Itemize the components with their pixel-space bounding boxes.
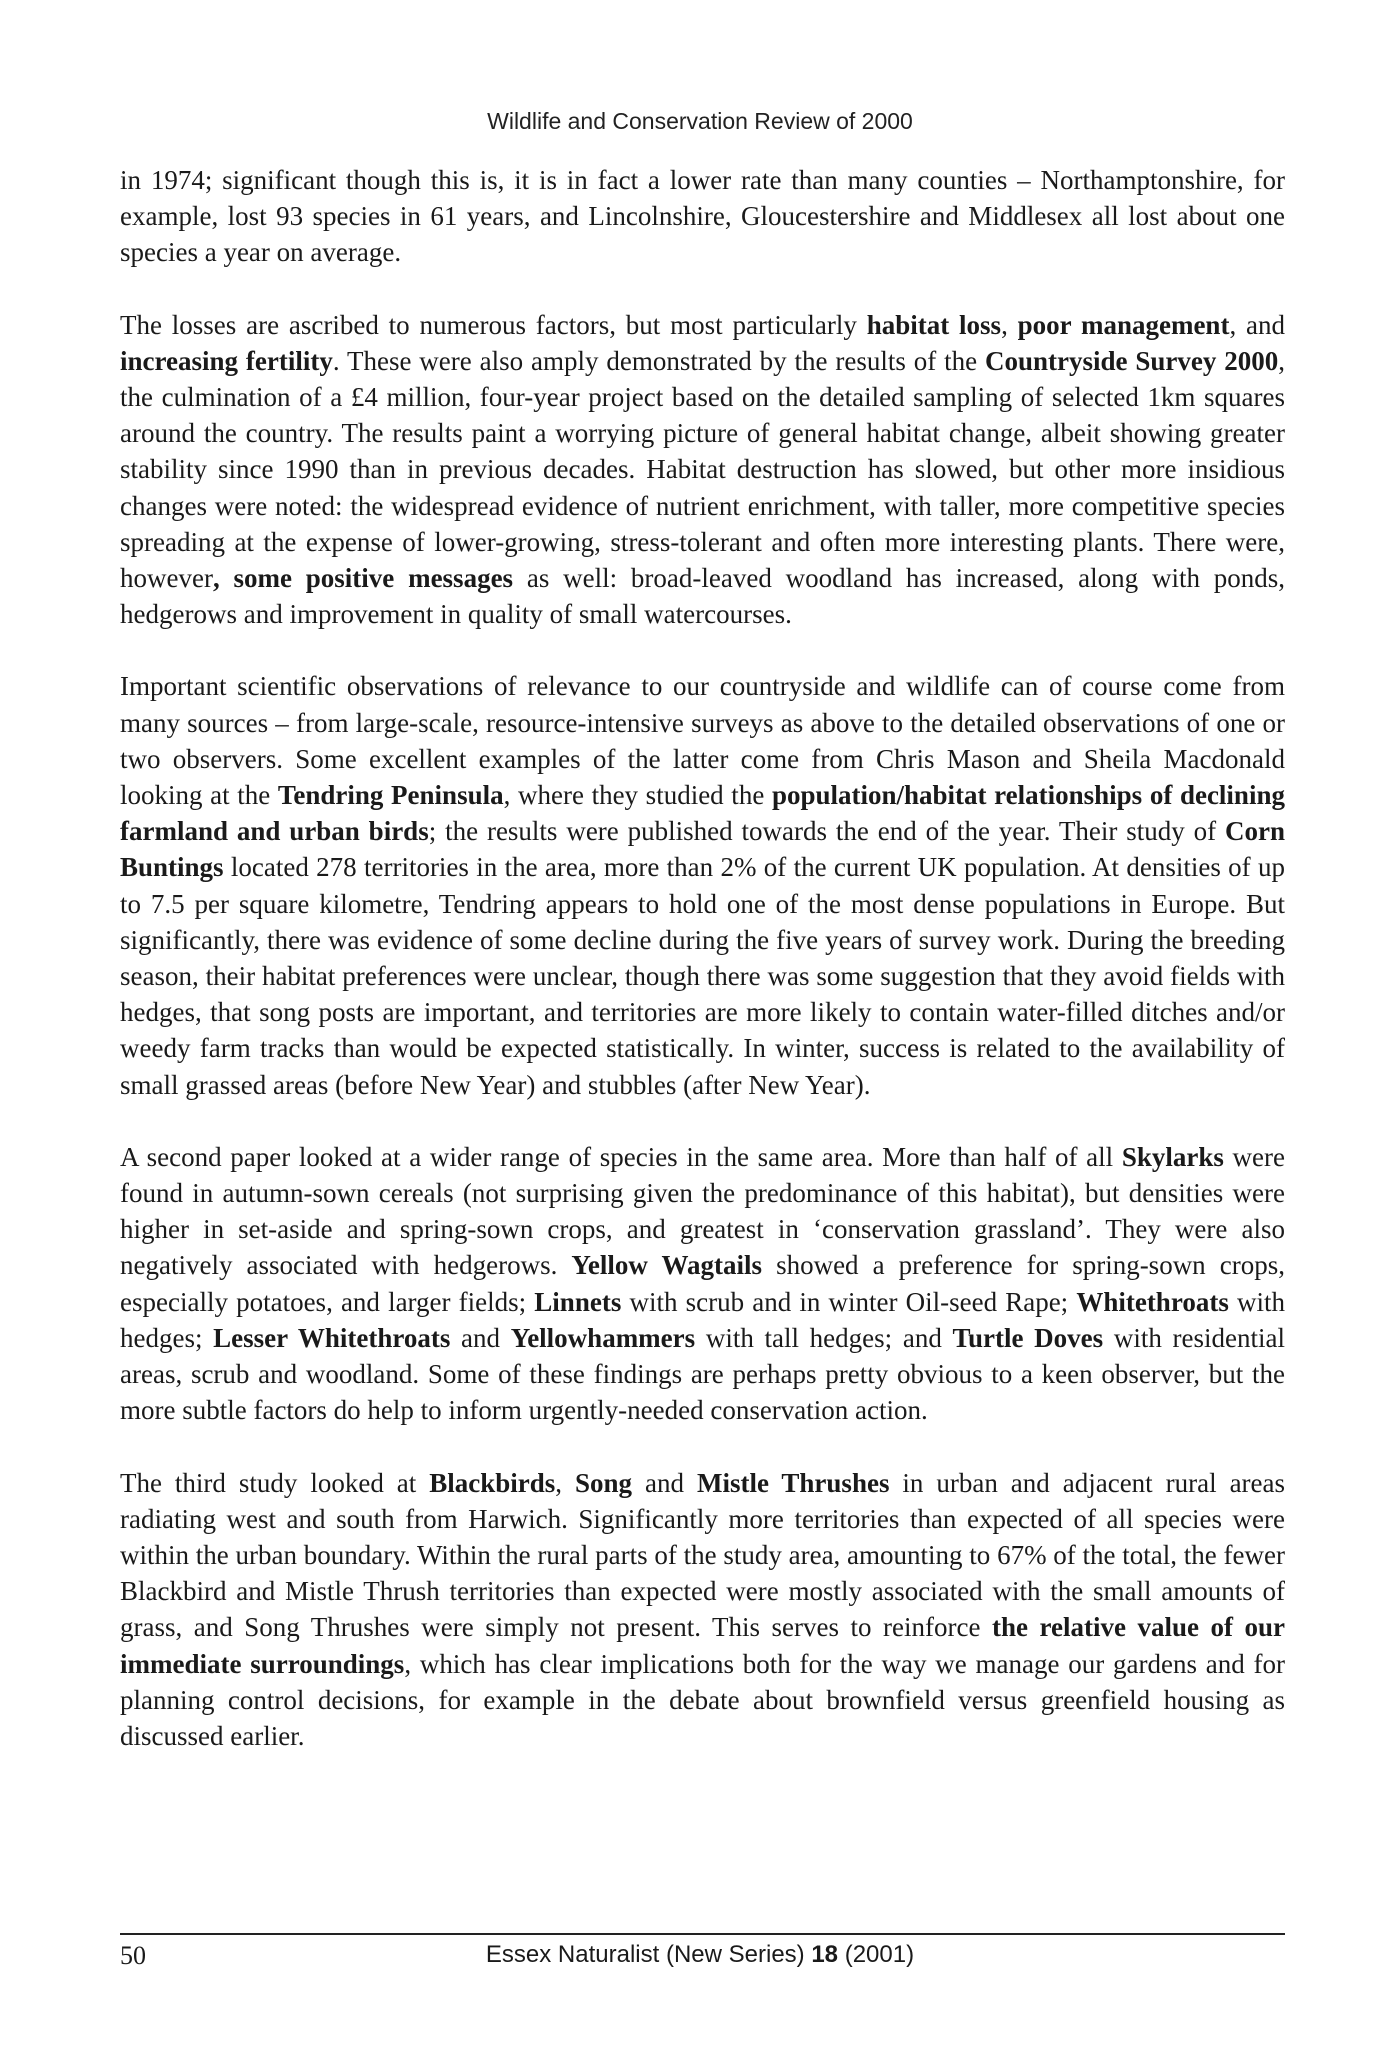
bold-phrase: Blackbirds <box>429 1467 556 1498</box>
bold-phrase: Linnets <box>534 1286 622 1317</box>
bold-phrase: Turtle Doves <box>952 1322 1104 1353</box>
bold-phrase: Corn Buntings <box>120 816 1286 883</box>
text-run: in 1974; significant though this is, it is in fact a lower rate than many counties – Northamptonshire, for example, lost 93 species in 61 years, and Lincolnshire, Gloucestershire and Middlesex all lost about one species a year on average. <box>120 165 1285 268</box>
bold-phrase: habitat loss <box>866 309 1002 340</box>
bold-phrase: Lesser Whitethroats <box>213 1322 451 1353</box>
article-body <box>120 162 1285 1790</box>
text-run: as well: broad-leaved woodland has increased, along with ponds, hedgerows and improvement in quality of small watercourses. <box>120 563 1285 630</box>
text-run: , the culmination of a £4 million, four-year project based on the detailed sampling of selected 1km squares around the country. The results paint a worrying picture of general habitat change, albeit showing greater stability since 1990 than in previous decades. Habitat destruction has slowed, but other more insidious changes were noted: the widespread evidence of nutrient enrichment, with taller, more competitive species spreading at the expense of lower-growing, stress-tolerant and often more interesting plants. There were, however <box>120 345 1286 594</box>
paragraph <box>120 1465 1285 1755</box>
text-run: , which has clear implications both for the way we manage our gardens and for planning control decisions, for example in the debate about brownfield versus greenfield housing as discussed earlier. <box>120 1648 1285 1751</box>
journal-name: Essex Naturalist (New Series) <box>485 1941 805 1968</box>
bold-phrase: Yellow Wagtails <box>571 1250 762 1281</box>
bold-phrase: Yellowhammers <box>510 1322 696 1353</box>
bold-phrase: Countryside Survey 2000 <box>985 345 1279 376</box>
paragraph <box>120 162 1285 271</box>
text-run: located 278 territories in the area, more than 2% of the current UK population. At densities of up to 7.5 per square kilometre, Tendring appears to hold one of the most dense populations in Europe. But significantly, there was evidence of some decline during the five years of survey work. During the breeding season, their habitat preferences were unclear, though there was some suggestion that they avoid fields with hedges, that song posts are important, and territories are more likely to contain water-filled ditches and/or weedy farm tracks than would be expected statistically. In winter, success is related to the availability of small grassed areas (before New Year) and stubbles (after New Year). <box>120 852 1285 1100</box>
text-run: A second paper looked at a wider range of species in the same area. More than half of all <box>120 1141 1122 1172</box>
text-run: and <box>632 1467 697 1498</box>
paragraph <box>120 307 1285 633</box>
bold-phrase: Skylarks <box>1121 1141 1224 1172</box>
text-run: with tall hedges; and <box>695 1322 953 1353</box>
text-run: The third study looked at <box>120 1467 430 1498</box>
bold-phrase: the relative value of our immediate surroundings <box>120 1612 1285 1679</box>
text-run: in urban and adjacent rural areas radiating west and south from Harwich. Significantly more territories than expected of all species were within the urban boundary. Within the rural parts of the study area, amounting to 67% of the total, the fewer Blackbird and Mistle Thrush territories than expected were mostly associated with the small amounts of grass, and Song Thrushes were simply not present. This serves to reinforce <box>120 1467 1286 1643</box>
text-run: , where they studied the <box>503 780 772 811</box>
footer-divider <box>120 1933 1285 1935</box>
bold-phrase: increasing fertility <box>120 345 333 376</box>
bold-phrase: Whitethroats <box>1076 1286 1229 1317</box>
bold-phrase: population/habitat relationships of declining farmland and urban birds <box>120 780 1285 847</box>
text-run: were found in autumn-sown cereals (not surprising given the predominance of this habitat), but densities were higher in set-aside and spring-sown crops, and greatest in ‘conservation grassland’. They were also negatively associated with hedgerows. <box>120 1141 1285 1281</box>
text-run: The losses are ascribed to numerous factors, but most particularly <box>120 309 867 340</box>
text-run: with hedges; <box>120 1286 1285 1353</box>
page-number: 50 <box>120 1941 146 1970</box>
paragraph <box>120 1139 1285 1429</box>
running-head: Wildlife and Conservation Review of 2000 <box>487 108 913 134</box>
journal-year: (2001) <box>844 1941 915 1968</box>
text-run: with residential areas, scrub and woodland. Some of these findings are perhaps pretty obvious to a keen observer, but the more subtle factors do help to inform urgently-needed conservation action. <box>120 1322 1286 1426</box>
text-run: and <box>450 1322 511 1353</box>
text-run: , <box>1001 309 1018 340</box>
bold-phrase: Song <box>575 1467 633 1498</box>
journal-volume: 18 <box>811 1941 839 1968</box>
text-run: with scrub and in winter Oil-seed Rape; <box>621 1286 1077 1317</box>
text-run: ; the results were published towards the end of the year. Their study of <box>428 816 1226 847</box>
bold-phrase: , some positive messages <box>212 563 514 594</box>
text-run: , and <box>1229 309 1286 340</box>
bold-phrase: poor management <box>1017 309 1230 340</box>
bold-phrase: Mistle Thrushes <box>696 1467 890 1498</box>
text-run: showed a preference for spring-sown crops, especially potatoes, and larger fields; <box>120 1250 1285 1317</box>
text-run: . These were also amply demonstrated by the results of the <box>332 345 985 376</box>
paragraph <box>120 668 1285 1102</box>
text-run: Important scientific observations of relevance to our countryside and wildlife can of course come from many sources – from large-scale, resource-intensive surveys as above to the detailed observations of one or two observers. Some excellent examples of the latter come from Chris Mason and Sheila Macdonald looking at the <box>120 671 1285 811</box>
journal-citation <box>0 1941 1400 1969</box>
text-run: , <box>555 1467 576 1498</box>
bold-phrase: Tendring Peninsula <box>277 780 504 811</box>
